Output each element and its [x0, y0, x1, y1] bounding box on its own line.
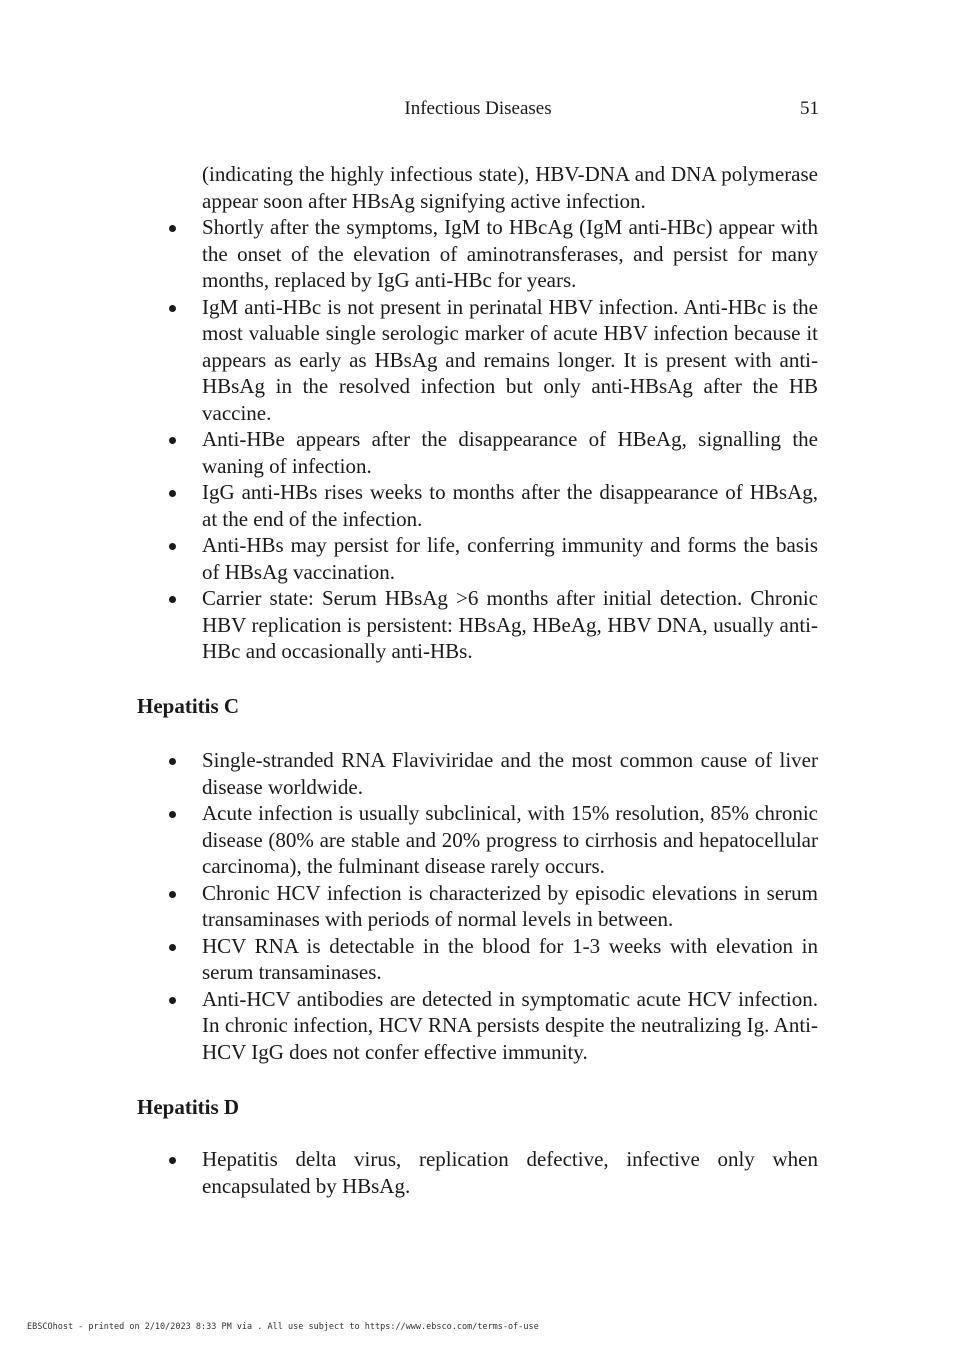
page-number: 51	[800, 98, 819, 119]
hepatitis-d-bullet-list	[165, 1146, 818, 1199]
bullet-icon	[169, 225, 176, 232]
bullet-icon	[169, 490, 176, 497]
continuation-paragraph	[202, 161, 818, 214]
list-item: Acute infection is usually subclinical, with 15% resolution, 85% chronic disease (80% are stable and 20% progress to cirrhosis and hepatocellular carcinoma), the fulminant disease rarely occurs.	[165, 800, 818, 880]
ebsco-footer: EBSCOhost - printed on 2/10/2023 8:33 PM via . All use subject to https://www.ebsco.com/terms-of-use	[27, 1322, 539, 1332]
list-item: Carrier state: Serum HBsAg >6 months after initial detection. Chronic HBV replication is persistent: HBsAg, HBeAg, HBV DNA, usually anti-HBc and occasionally anti-HBs.	[165, 585, 818, 665]
bullet-icon	[169, 944, 176, 951]
running-head	[137, 97, 819, 121]
bullet-icon	[169, 543, 176, 550]
bullet-icon	[169, 437, 176, 444]
hbv-bullet-list	[165, 214, 818, 665]
bullet-icon	[169, 1157, 176, 1164]
list-item: Anti-HBe appears after the disappearance of HBeAg, signalling the waning of infection.	[165, 426, 818, 479]
bullet-icon	[169, 811, 176, 818]
list-item: Chronic HCV infection is characterized by episodic elevations in serum transaminases with periods of normal levels in between.	[165, 880, 818, 933]
list-item: IgM anti-HBc is not present in perinatal HBV infection. Anti-HBc is the most valuable single serologic marker of acute HBV infection because it appears as early as HBsAg and remains longer. It is present with anti-HBsAg in the resolved infection but only anti-HBsAg after the HB vaccine.	[165, 294, 818, 427]
hepatitis-c-bullet-list	[165, 747, 818, 1065]
list-item: Shortly after the symptoms, IgM to HBcAg (IgM anti-HBc) appear with the onset of the elevation of aminotransferases, and persist for many months, replaced by IgG anti-HBc for years.	[165, 214, 818, 294]
list-item: IgG anti-HBs rises weeks to months after the disappearance of HBsAg, at the end of the infection.	[165, 479, 818, 532]
bullet-icon	[169, 596, 176, 603]
section-heading-hepatitis-d: Hepatitis D	[137, 1095, 240, 1119]
bullet-icon	[169, 305, 176, 312]
running-title: Infectious Diseases	[404, 98, 552, 119]
list-item: Hepatitis delta virus, replication defective, infective only when encapsulated by HBsAg.	[165, 1146, 818, 1199]
list-item: Anti-HBs may persist for life, conferring immunity and forms the basis of HBsAg vaccination.	[165, 532, 818, 585]
bullet-icon	[169, 758, 176, 765]
continuation-text: (indicating the highly infectious state), HBV-DNA and DNA polymerase appear soon after HBsAg signifying active infection.	[202, 162, 818, 213]
list-item: Anti-HCV antibodies are detected in symptomatic acute HCV infection. In chronic infection, HCV RNA persists despite the neutralizing Ig. Anti-HCV IgG does not confer effective immunity.	[165, 986, 818, 1066]
list-item: HCV RNA is detectable in the blood for 1-3 weeks with elevation in serum transaminases.	[165, 933, 818, 986]
bullet-icon	[169, 891, 176, 898]
bullet-icon	[169, 997, 176, 1004]
section-heading-hepatitis-c: Hepatitis C	[137, 694, 240, 718]
list-item: Single-stranded RNA Flaviviridae and the most common cause of liver disease worldwide.	[165, 747, 818, 800]
